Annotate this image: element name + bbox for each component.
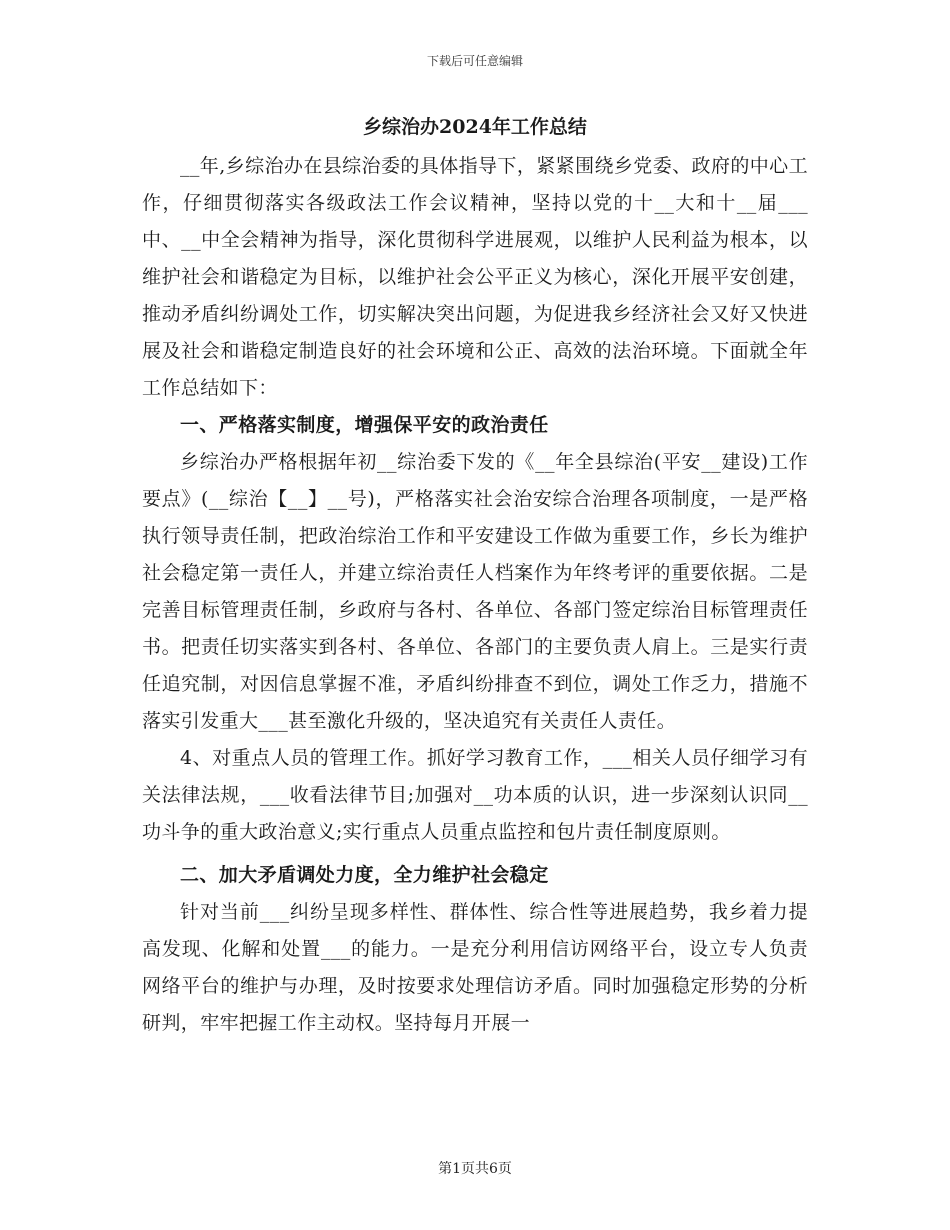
section-heading-1: 一、严格落实制度，增强保平安的政治责任 (180, 414, 549, 436)
paragraph-intro: __年,乡综治办在县综治委的具体指导下，紧紧围绕乡党委、政府的中心工作，仔细贯彻落实各级政法工作会议精神，坚持以党的十__大和十__届___中、__中全会精神为指导，深化贯彻科学进展观，以维护人民利益为根本，以维护社会和谐稳定为目标，以维护社会公平正义为核心，深化开展平安创建，推动矛盾纠纷调处工作，切实解决突出问题，为促进我乡经济社会又好又快进展及社会和谐稳定制造良好的社会环境和公正、高效的法治环境。下面就全年工作总结如下： (142, 155, 808, 399)
section-heading-2: 二、加大矛盾调处力度，全力维护社会稳定 (180, 864, 549, 886)
document-title: 乡综治办2024年工作总结 (363, 116, 587, 138)
page-number: 第1页共6页 (438, 1161, 512, 1177)
document-body (142, 112, 808, 1042)
paragraph-disputes: 针对当前___纠纷呈现多样性、群体性、综合性等进展趋势，我乡着力提高发现、化解和处置___的能力。一是充分利用信访网络平台，设立专人负责网络平台的维护与办理，及时按要求处理信访矛盾。同时加强稳定形势的分析研判，牢牢把握工作主动权。坚持每月开展一 (142, 901, 808, 1034)
paragraph-key-personnel: 4、对重点人员的管理工作。抓好学习教育工作，___相关人员仔细学习有关法律法规，___收看法律节目;加强对__功本质的认识，进一步深刻认识同__功斗争的重大政治意义;实行重点人员重点监控和包片责任制度原则。 (142, 747, 808, 843)
paragraph-system: 乡综治办严格根据年初__综治委下发的《__年全县综治(平安__建设)工作要点》(__综治【__】__号)，严格落实社会治安综合治理各项制度，一是严格执行领导责任制，把政治综治工作和平安建设工作做为重要工作，乡长为维护社会稳定第一责任人，并建立综治责任人档案作为年终考评的重要依据。二是完善目标管理责任制，乡政府与各村、各单位、各部门签定综治目标管理责任书。把责任切实落实到各村、各单位、各部门的主要负责人肩上。三是实行责任追究制，对因信息掌握不准，矛盾纠纷排查不到位，调处工作乏力，措施不落实引发重大___甚至激化升级的，坚决追究有关责任人责任。 (142, 451, 808, 732)
page-header: 下载后可任意编辑 (426, 54, 523, 68)
